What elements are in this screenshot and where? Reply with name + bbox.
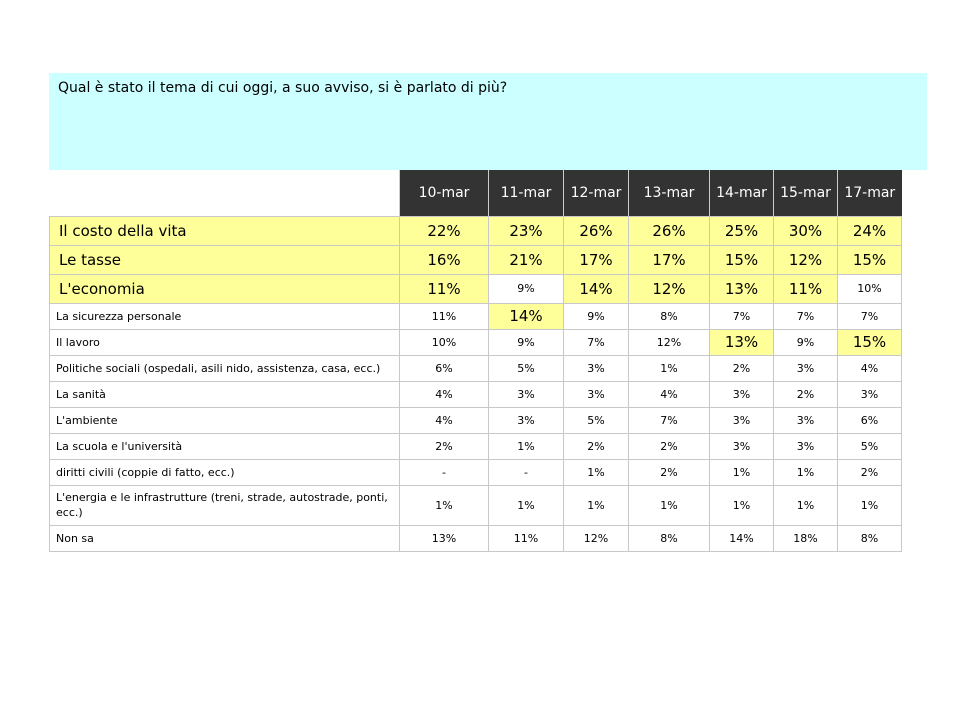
row-label: Il costo della vita — [50, 216, 400, 245]
value-cell: 6% — [400, 355, 489, 381]
value-cell: 13% — [400, 525, 489, 551]
value-cell: 8% — [629, 303, 710, 329]
value-cell: 1% — [838, 485, 902, 525]
value-cell: 2% — [629, 459, 710, 485]
value-cell: 9% — [774, 329, 838, 355]
row-label: La sicurezza personale — [50, 303, 400, 329]
value-cell: 25% — [710, 216, 774, 245]
value-cell: 1% — [629, 485, 710, 525]
value-cell: - — [489, 459, 564, 485]
value-cell: 5% — [564, 407, 629, 433]
value-cell: 1% — [564, 485, 629, 525]
table-row — [50, 459, 902, 485]
row-label: diritti civili (coppie di fatto, ecc.) — [50, 459, 400, 485]
value-cell: 1% — [774, 485, 838, 525]
value-cell: 4% — [838, 355, 902, 381]
table-row — [50, 303, 902, 329]
value-cell: 22% — [400, 216, 489, 245]
column-header-15-mar: 15-mar — [774, 170, 838, 216]
row-label: La scuola e l'università — [50, 433, 400, 459]
value-cell: 24% — [838, 216, 902, 245]
value-cell: 14% — [564, 274, 629, 303]
row-label: Politiche sociali (ospedali, asili nido, assistenza, casa, ecc.) — [50, 355, 400, 381]
value-cell: 3% — [564, 381, 629, 407]
value-cell: 1% — [710, 485, 774, 525]
question-panel — [49, 73, 927, 170]
value-cell: 3% — [710, 381, 774, 407]
table-row — [50, 525, 902, 551]
value-cell: 2% — [564, 433, 629, 459]
value-cell: 4% — [629, 381, 710, 407]
value-cell: 7% — [774, 303, 838, 329]
question-text: Qual è stato il tema di cui oggi, a suo avviso, si è parlato di più? — [58, 80, 508, 96]
row-label: L'ambiente — [50, 407, 400, 433]
value-cell: 17% — [564, 245, 629, 274]
value-cell: 1% — [629, 355, 710, 381]
value-cell: 8% — [629, 525, 710, 551]
value-cell: 15% — [838, 245, 902, 274]
value-cell: 23% — [489, 216, 564, 245]
value-cell: 9% — [489, 329, 564, 355]
value-cell: 26% — [629, 216, 710, 245]
value-cell: 1% — [489, 433, 564, 459]
column-header-11-mar: 11-mar — [489, 170, 564, 216]
value-cell: 30% — [774, 216, 838, 245]
value-cell: - — [400, 459, 489, 485]
value-cell: 7% — [838, 303, 902, 329]
row-label: La sanità — [50, 381, 400, 407]
table-row — [50, 329, 902, 355]
value-cell: 10% — [838, 274, 902, 303]
value-cell: 13% — [710, 274, 774, 303]
value-cell: 1% — [564, 459, 629, 485]
value-cell: 14% — [489, 303, 564, 329]
value-cell: 7% — [710, 303, 774, 329]
table-row — [50, 274, 902, 303]
value-cell: 5% — [489, 355, 564, 381]
value-cell: 26% — [564, 216, 629, 245]
value-cell: 11% — [400, 274, 489, 303]
row-label: L'energia e le infrastrutture (treni, strade, autostrade, ponti, ecc.) — [50, 485, 400, 525]
value-cell: 7% — [629, 407, 710, 433]
column-header-14-mar: 14-mar — [710, 170, 774, 216]
value-cell: 14% — [710, 525, 774, 551]
value-cell: 3% — [838, 381, 902, 407]
column-header-10-mar: 10-mar — [400, 170, 489, 216]
value-cell: 11% — [774, 274, 838, 303]
value-cell: 1% — [489, 485, 564, 525]
value-cell: 8% — [838, 525, 902, 551]
value-cell: 16% — [400, 245, 489, 274]
value-cell: 15% — [838, 329, 902, 355]
column-header-17-mar: 17-mar — [838, 170, 902, 216]
value-cell: 12% — [629, 274, 710, 303]
table-body — [50, 216, 902, 551]
value-cell: 2% — [400, 433, 489, 459]
value-cell: 9% — [489, 274, 564, 303]
column-header-13-mar: 13-mar — [629, 170, 710, 216]
results-table — [49, 170, 902, 552]
value-cell: 2% — [629, 433, 710, 459]
value-cell: 3% — [710, 433, 774, 459]
value-cell: 13% — [710, 329, 774, 355]
value-cell: 1% — [400, 485, 489, 525]
value-cell: 2% — [710, 355, 774, 381]
value-cell: 2% — [838, 459, 902, 485]
value-cell: 3% — [774, 433, 838, 459]
table-row — [50, 381, 902, 407]
row-label: L'economia — [50, 274, 400, 303]
row-label: Le tasse — [50, 245, 400, 274]
header-blank — [50, 170, 400, 216]
value-cell: 21% — [489, 245, 564, 274]
value-cell: 3% — [489, 407, 564, 433]
value-cell: 11% — [489, 525, 564, 551]
value-cell: 2% — [774, 381, 838, 407]
value-cell: 3% — [564, 355, 629, 381]
value-cell: 1% — [774, 459, 838, 485]
value-cell: 9% — [564, 303, 629, 329]
table-row — [50, 485, 902, 525]
value-cell: 7% — [564, 329, 629, 355]
value-cell: 6% — [838, 407, 902, 433]
value-cell: 4% — [400, 407, 489, 433]
table-row — [50, 245, 902, 274]
table-row — [50, 216, 902, 245]
value-cell: 3% — [489, 381, 564, 407]
value-cell: 3% — [710, 407, 774, 433]
value-cell: 18% — [774, 525, 838, 551]
value-cell: 1% — [710, 459, 774, 485]
value-cell: 3% — [774, 407, 838, 433]
table-row — [50, 433, 902, 459]
value-cell: 11% — [400, 303, 489, 329]
header-row — [50, 170, 902, 216]
value-cell: 17% — [629, 245, 710, 274]
table-row — [50, 355, 902, 381]
value-cell: 12% — [564, 525, 629, 551]
value-cell: 4% — [400, 381, 489, 407]
value-cell: 10% — [400, 329, 489, 355]
column-header-12-mar: 12-mar — [564, 170, 629, 216]
row-label: Non sa — [50, 525, 400, 551]
value-cell: 5% — [838, 433, 902, 459]
value-cell: 12% — [774, 245, 838, 274]
row-label: Il lavoro — [50, 329, 400, 355]
table-row — [50, 407, 902, 433]
value-cell: 12% — [629, 329, 710, 355]
value-cell: 15% — [710, 245, 774, 274]
value-cell: 3% — [774, 355, 838, 381]
